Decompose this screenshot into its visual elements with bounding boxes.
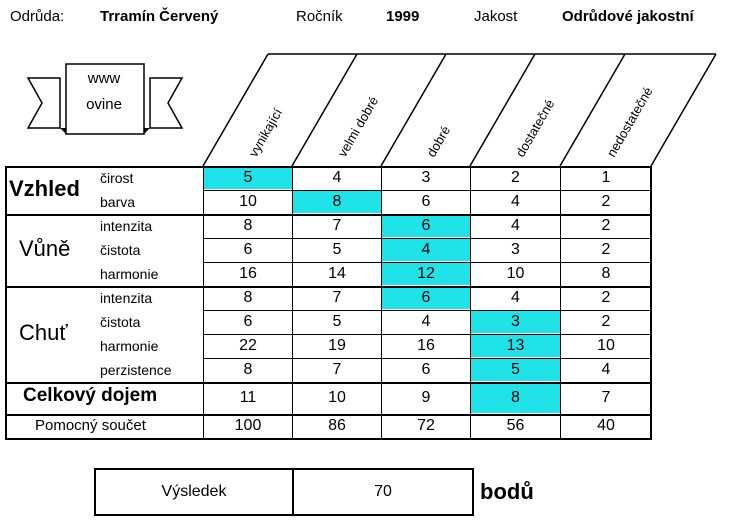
- score-cell-selected[interactable]: 12: [382, 263, 470, 285]
- grid-line: [203, 190, 651, 191]
- criterion-label: barva: [100, 194, 136, 210]
- score-cell[interactable]: 1: [601, 169, 611, 186]
- score-cell-selected[interactable]: 4: [382, 239, 470, 261]
- criterion-label: intenzita: [100, 218, 153, 234]
- score-cell[interactable]: 10: [597, 337, 615, 354]
- score-cell-selected[interactable]: 13: [471, 335, 560, 357]
- helper-sum-cell: 40: [597, 417, 615, 434]
- group-label: Vzhled: [9, 176, 80, 201]
- score-cell[interactable]: 2: [601, 217, 611, 234]
- score-cell[interactable]: 4: [511, 289, 520, 306]
- rating-label: dostatečné: [512, 96, 558, 160]
- result-box: [94, 468, 474, 516]
- score-cell[interactable]: 2: [511, 169, 520, 186]
- grid-line: [5, 382, 651, 384]
- score-cell[interactable]: 4: [511, 217, 520, 234]
- score-cell[interactable]: 10: [506, 265, 525, 282]
- helper-sum-cell: 86: [328, 417, 346, 434]
- score-cell-selected[interactable]: 5: [471, 359, 560, 381]
- grid-line: [203, 262, 651, 263]
- variety-label: Odrůda:: [10, 8, 65, 25]
- score-cell-selected[interactable]: 5: [204, 167, 292, 189]
- overall-cell[interactable]: 7: [601, 389, 611, 406]
- score-table: [5, 166, 651, 442]
- criterion-label: čirost: [100, 170, 134, 186]
- score-cell[interactable]: 19: [328, 337, 346, 354]
- score-cell[interactable]: 2: [601, 241, 611, 258]
- rating-label: nedostatečné: [603, 84, 656, 160]
- criterion-label: čistota: [100, 314, 141, 330]
- score-cell-selected[interactable]: 3: [471, 311, 560, 333]
- score-cell[interactable]: 14: [328, 265, 346, 282]
- grid-line: [5, 214, 651, 216]
- score-cell[interactable]: 8: [601, 265, 611, 282]
- overall-cell-selected[interactable]: 8: [471, 383, 560, 413]
- group-label: Chuť: [19, 320, 68, 345]
- grid-line: [292, 166, 293, 438]
- criterion-label: harmonie: [100, 338, 159, 354]
- year-value: 1999: [386, 8, 420, 25]
- score-cell[interactable]: 6: [243, 313, 253, 330]
- score-cell[interactable]: 7: [332, 361, 342, 378]
- criterion-label: čistota: [100, 242, 141, 258]
- grid-line: [203, 166, 204, 438]
- quality-value: Odrůdové jakostní: [562, 8, 694, 25]
- grid-line: [5, 166, 651, 168]
- overall-cell[interactable]: 11: [239, 389, 257, 406]
- grid-line: [5, 414, 651, 416]
- variety-value: Trramín Červený: [100, 8, 219, 25]
- score-cell[interactable]: 5: [332, 241, 342, 258]
- rating-label: vynikající: [245, 105, 286, 160]
- grid-line: [203, 358, 651, 359]
- score-cell[interactable]: 8: [243, 361, 253, 378]
- score-cell[interactable]: 3: [511, 241, 520, 258]
- criterion-label: harmonie: [100, 266, 159, 282]
- score-cell[interactable]: 4: [332, 169, 342, 186]
- result-unit: bodů: [480, 479, 534, 504]
- grid-line: [560, 166, 561, 438]
- grid-line: [650, 166, 652, 440]
- helper-sum-cell: 72: [417, 417, 435, 434]
- score-cell[interactable]: 16: [417, 337, 435, 354]
- helper-sum-label: Pomocný součet: [35, 417, 146, 434]
- grid-line: [470, 166, 471, 438]
- result-value: 70: [374, 483, 392, 500]
- grid-line: [203, 334, 651, 335]
- grid-line: [5, 286, 651, 288]
- grid-line: [203, 310, 651, 311]
- score-cell-selected[interactable]: 6: [382, 287, 470, 309]
- rating-label: dobré: [423, 123, 454, 160]
- logo-line1: www: [87, 70, 121, 87]
- rating-label: velmi dobré: [334, 93, 382, 160]
- score-cell[interactable]: 4: [421, 313, 431, 330]
- score-cell[interactable]: 8: [243, 289, 253, 306]
- score-cell[interactable]: 7: [332, 217, 342, 234]
- score-cell[interactable]: 4: [511, 193, 520, 210]
- grid-line: [5, 438, 651, 440]
- score-cell[interactable]: 2: [601, 289, 611, 306]
- score-cell[interactable]: 10: [239, 193, 257, 210]
- score-cell[interactable]: 3: [421, 169, 431, 186]
- group-label: Vůně: [19, 236, 71, 261]
- score-cell[interactable]: 7: [332, 289, 342, 306]
- rating-header: [0, 40, 733, 170]
- year-label: Ročník: [296, 8, 343, 25]
- grid-line: [203, 238, 651, 239]
- score-cell[interactable]: 5: [332, 313, 342, 330]
- logo-line2: ovine: [86, 96, 122, 113]
- result-label: Výsledek: [96, 470, 294, 514]
- score-cell[interactable]: 16: [239, 265, 257, 282]
- score-cell[interactable]: 6: [421, 361, 431, 378]
- overall-cell[interactable]: 10: [328, 389, 346, 406]
- score-cell-selected[interactable]: 6: [382, 215, 470, 237]
- helper-sum-cell: 56: [506, 417, 525, 434]
- score-cell[interactable]: 4: [601, 361, 611, 378]
- grid-line: [5, 166, 7, 440]
- overall-cell[interactable]: 9: [421, 389, 431, 406]
- score-cell[interactable]: 8: [243, 217, 253, 234]
- criterion-label: perzistence: [100, 362, 172, 378]
- criterion-label: intenzita: [100, 290, 153, 306]
- score-cell[interactable]: 6: [421, 193, 431, 210]
- score-cell[interactable]: 2: [601, 193, 611, 210]
- quality-label: Jakost: [474, 8, 518, 25]
- grid-line: [381, 166, 382, 438]
- overall-label: Celkový dojem: [23, 385, 158, 406]
- score-cell[interactable]: 2: [601, 313, 611, 330]
- score-cell[interactable]: 22: [239, 337, 257, 354]
- score-cell-selected[interactable]: 8: [293, 191, 381, 213]
- score-cell[interactable]: 6: [243, 241, 253, 258]
- helper-sum-cell: 100: [234, 417, 262, 434]
